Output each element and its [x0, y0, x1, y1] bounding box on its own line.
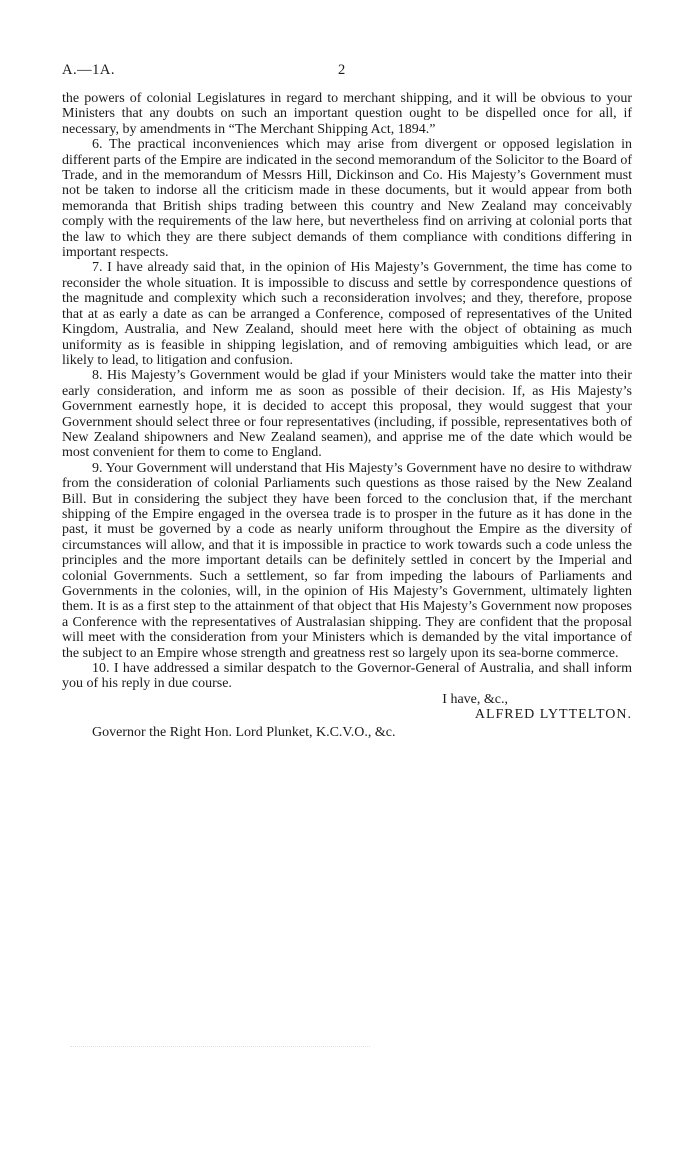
signature: ALFRED LYTTELTON.: [474, 707, 632, 723]
paragraph-9: 9. Your Government will understand that His Majesty’s Government have no desire to withdraw from the consideration of colonial Parliaments such questions as those raised by the New Zealand Bill. But in considering the subject they have been forced to the conclusion that, if the merchant shipping of the Empire engaged in the oversea trade is to prosper in the future as it has done in the past, it must be governed by a code as nearly uniform throughout the Empire as the diversity of circumstances will allow, and that it is impossible in practice to work towards such a code unless the principles and the more important details can be definitely settled in concert by the Imperial and colonial Governments. Such a settlement, so far from impeding the labours of Parliaments and Governments in the colonies, will, in the opinion of His Majesty’s Government, ultimately lighten them. It is as a first step to the attainment of that object that His Majesty’s Government now proposes a Conference with the representatives of Australasian shipping. They are confident that the proposal will meet with the consideration from your Ministers which is demanded by the vital importance of the subject to an Empire whose strength and greatness rest so largely upon its sea-borne commerce.: [62, 460, 632, 661]
paragraph-10: 10. I have addressed a similar despatch to the Governor-General of Australia, and shall inform you of his reply in due course.: [62, 661, 632, 692]
paragraph-6: 6. The practical inconveniences which may arise from divergent or opposed legislation in different parts of the Empire are indicated in the second memorandum of the Solicitor to the Board of Trade, and in the memorandum of Messrs Hill, Dickinson and Co. His Majesty’s Government must not be taken to indorse all the criticism made in these documents, but it would appear from both memoranda that British ships trading between this country and New Zealand may conceivably comply with the requirements of the law here, but nevertheless find on arriving at colonial ports that the law to which they are there subject demands of them compliance with conditions differing in important respects.: [62, 137, 632, 261]
page-number: 2: [338, 62, 346, 78]
page-header: [62, 62, 640, 82]
paragraph-8: 8. His Majesty’s Government would be glad if your Ministers would take the matter into their early consideration, and inform me as soon as possible of their decision. If, as His Majesty’s Government earnestly hope, it is decided to accept this proposal, they would suggest that your Government should select three or four representatives (including, if possible, representatives both of New Zealand shipowners and New Zealand seamen), and apprise me of the date which would be most convenient for them to come to England.: [62, 368, 632, 461]
document-body: [62, 91, 632, 740]
paragraph-7: 7. I have already said that, in the opinion of His Majesty’s Government, the time has come to reconsider the whole situation. It is impossible to discuss and settle by correspondence questions of the magnitude and complexity which such a reconsideration involves; and they, therefore, propose that at as early a date as can be arranged a Conference, composed of representatives of the United Kingdom, Australia, and New Zealand, should meet here with the object of obtaining as much uniformity as is feasible in shipping legislation, and of removing ambiguities which lead, or are likely to lead, to litigation and confusion.: [62, 260, 632, 368]
addressee: Governor the Right Hon. Lord Plunket, K.C.V.O., &c.: [92, 724, 396, 740]
paragraph-continuation: the powers of colonial Legislatures in regard to merchant shipping, and it will be obvious to your Ministers that any doubts on such an important question ought to be dispelled once for all, if necessary, by amendments in “The Merchant Shipping Act, 1894.”: [62, 91, 632, 137]
scan-artifact: [70, 1046, 370, 1053]
closing-salutation: I have, &c.,: [442, 691, 508, 707]
document-reference: A.—1A.: [62, 62, 115, 78]
